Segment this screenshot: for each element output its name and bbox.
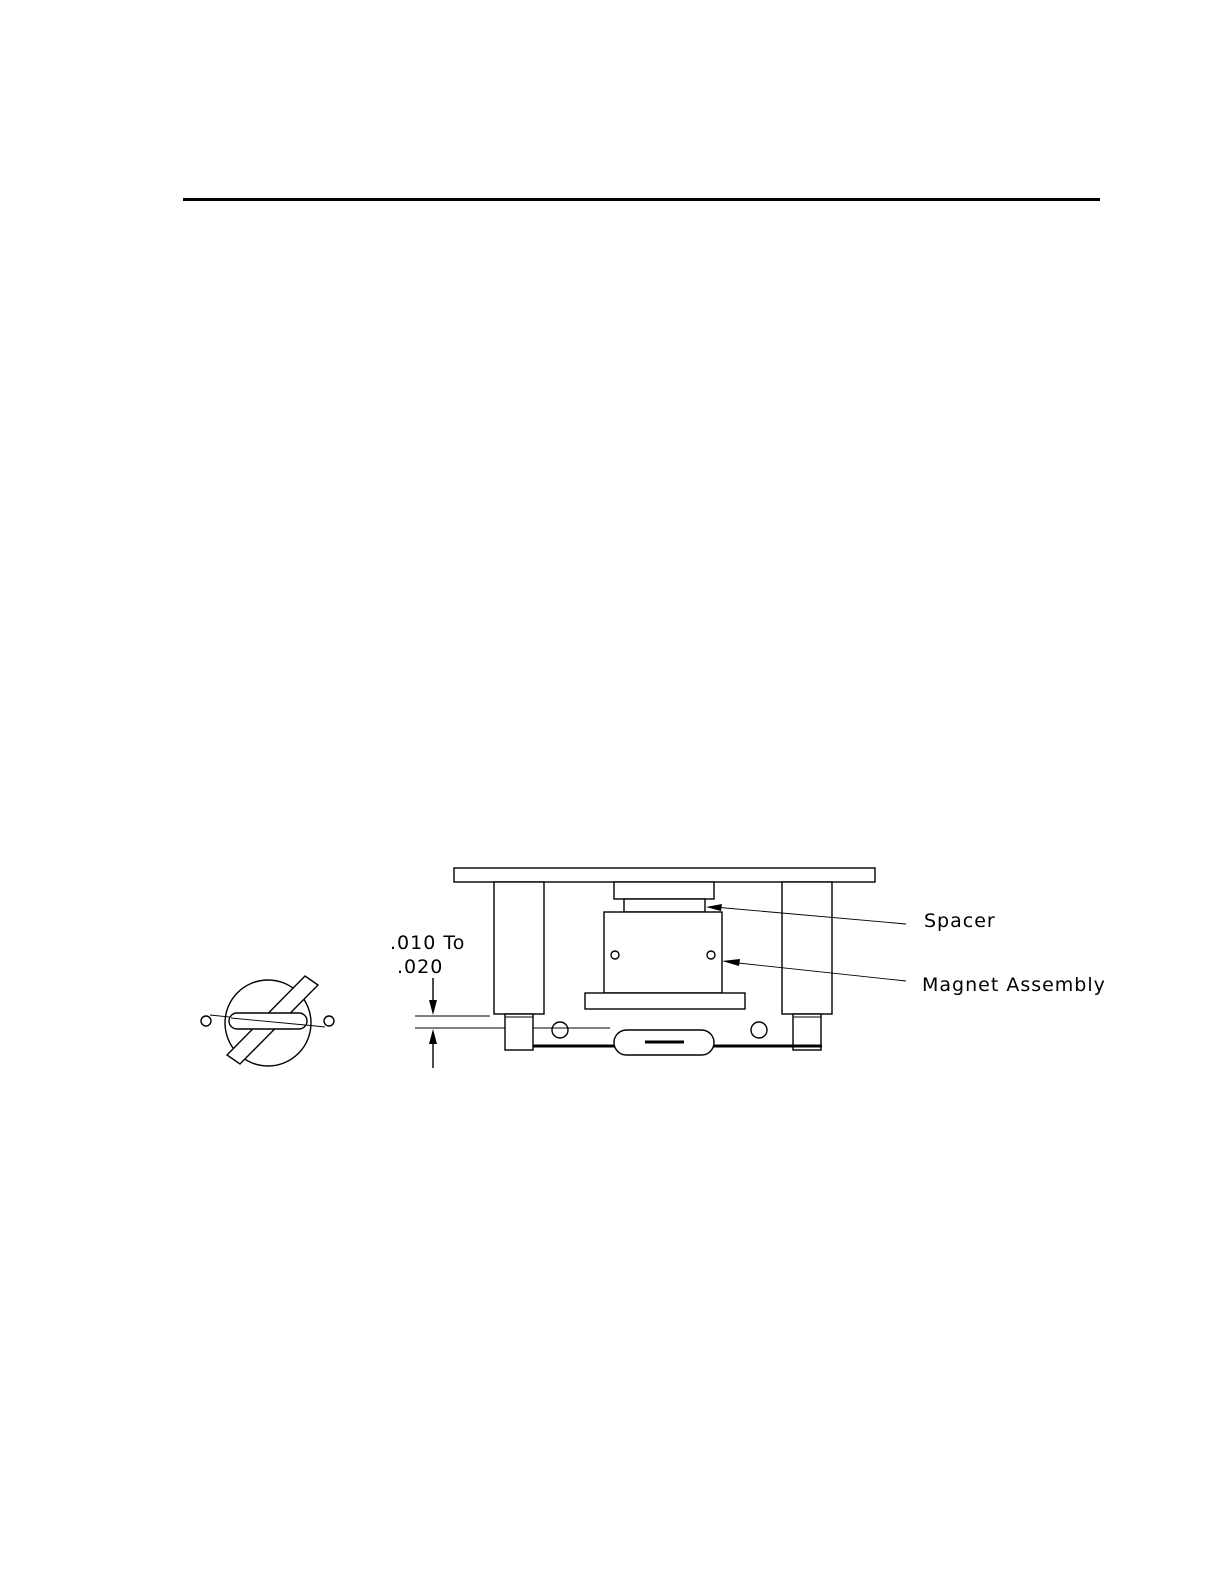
callouts: [706, 904, 1106, 996]
spacer: [624, 899, 705, 912]
spacer-label: Spacer: [924, 910, 996, 932]
magnet-assembly-body: [604, 912, 722, 993]
spacer-upper: [614, 882, 714, 899]
magnet-assembly-leader-arrow: [722, 959, 740, 966]
gap-arrow-up: [429, 1029, 437, 1044]
left-post-pin: [505, 1014, 533, 1050]
end-view-slot: [229, 1013, 307, 1029]
magnet-assembly-label: Magnet Assembly: [922, 974, 1106, 996]
end-view: [201, 976, 334, 1066]
right-post: [782, 882, 832, 1014]
gap-arrow-down: [429, 1000, 437, 1015]
gap-dimension-label-line1: .010 To: [390, 932, 466, 954]
end-view-hole-right: [324, 1016, 334, 1026]
rotor-hole-right: [751, 1022, 767, 1038]
spacer-leader-arrow: [706, 904, 722, 911]
side-view: [454, 868, 875, 1055]
rotor-hole-left: [552, 1022, 568, 1038]
gap-dimension-label-line2: .020: [397, 956, 444, 978]
magnet-assembly-base: [585, 993, 745, 1009]
mounting-plate: [454, 868, 875, 882]
end-view-hole-left: [201, 1016, 211, 1026]
left-post: [494, 882, 544, 1014]
